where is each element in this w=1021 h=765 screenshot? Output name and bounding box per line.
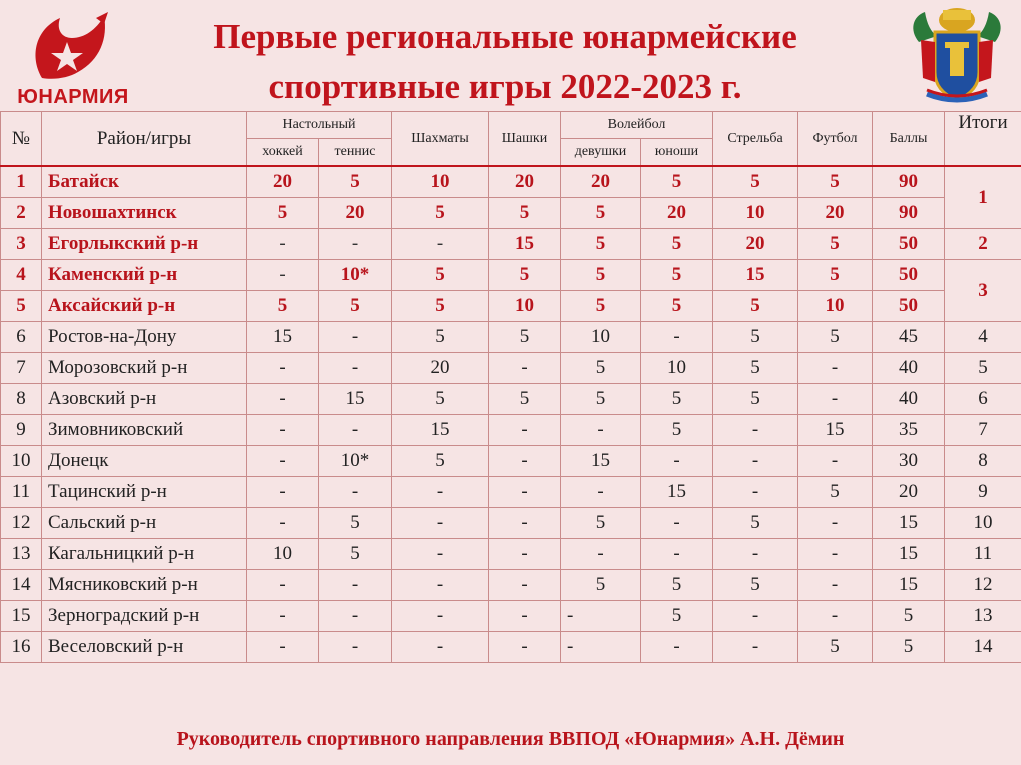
cell-shooting: - <box>713 601 798 632</box>
table-row <box>1 291 1021 322</box>
cell-shooting: 5 <box>713 166 798 198</box>
title-line-2: спортивные игры 2022-2023 г. <box>268 67 742 106</box>
cell-shooting: 5 <box>713 384 798 415</box>
cell-boys: 5 <box>641 415 713 446</box>
cell-result-place-2: 2 <box>945 229 1021 260</box>
cell-num: 8 <box>1 384 42 415</box>
cell-num: 3 <box>1 229 42 260</box>
cell-boys: 5 <box>641 229 713 260</box>
cell-points: 40 <box>873 353 945 384</box>
cell-football: 5 <box>798 322 873 353</box>
cell-girls: 5 <box>561 291 641 322</box>
sub-hockey-header: хоккей <box>247 139 319 167</box>
cell-checkers: - <box>489 353 561 384</box>
cell-boys: - <box>641 632 713 663</box>
table-row <box>1 384 1021 415</box>
cell-girls: 5 <box>561 229 641 260</box>
cell-hockey: - <box>247 446 319 477</box>
cell-num: 11 <box>1 477 42 508</box>
cell-boys: 5 <box>641 570 713 601</box>
cell-hockey: 5 <box>247 198 319 229</box>
cell-hockey: 15 <box>247 322 319 353</box>
footer-signature: Руководитель спортивного направления ВВПОД «Юнармия» А.Н. Дёмин <box>176 728 845 750</box>
cell-girls: 5 <box>561 570 641 601</box>
cell-num: 9 <box>1 415 42 446</box>
cell-boys: - <box>641 446 713 477</box>
table-row <box>1 198 1021 229</box>
cell-football: 5 <box>798 632 873 663</box>
cell-girls: - <box>561 477 641 508</box>
cell-chess: - <box>392 508 489 539</box>
col-football-header: Футбол <box>798 112 873 167</box>
col-group-volley-header: Волейбол <box>561 112 713 139</box>
cell-hockey: - <box>247 353 319 384</box>
cell-chess: - <box>392 570 489 601</box>
cell-hockey: - <box>247 508 319 539</box>
cell-girls: 5 <box>561 384 641 415</box>
cell-boys: - <box>641 539 713 570</box>
cell-district: Ростов-на-Дону <box>42 322 247 353</box>
cell-football: - <box>798 601 873 632</box>
cell-checkers: - <box>489 446 561 477</box>
table-row <box>1 477 1021 508</box>
cell-shooting: 5 <box>713 322 798 353</box>
cell-hockey: 10 <box>247 539 319 570</box>
cell-chess: 5 <box>392 198 489 229</box>
cell-points: 35 <box>873 415 945 446</box>
col-checkers-header: Шашки <box>489 112 561 167</box>
cell-num: 2 <box>1 198 42 229</box>
cell-shooting: - <box>713 477 798 508</box>
cell-shooting: 5 <box>713 353 798 384</box>
cell-result: 14 <box>945 632 1021 663</box>
cell-num: 7 <box>1 353 42 384</box>
col-result-header: Итоги <box>945 112 1021 167</box>
cell-chess: 10 <box>392 166 489 198</box>
rostov-region-coat-of-arms-icon <box>907 2 1007 106</box>
cell-district: Батайск <box>42 166 247 198</box>
cell-girls: 20 <box>561 166 641 198</box>
cell-boys: 10 <box>641 353 713 384</box>
cell-tennis: 10* <box>319 260 392 291</box>
cell-football: 5 <box>798 260 873 291</box>
cell-result: 5 <box>945 353 1021 384</box>
table-row <box>1 415 1021 446</box>
cell-girls: 5 <box>561 353 641 384</box>
cell-points: 50 <box>873 229 945 260</box>
cell-tennis: - <box>319 570 392 601</box>
cell-checkers: 20 <box>489 166 561 198</box>
table-row <box>1 260 1021 291</box>
cell-chess: - <box>392 632 489 663</box>
cell-num: 14 <box>1 570 42 601</box>
cell-num: 4 <box>1 260 42 291</box>
cell-shooting: - <box>713 632 798 663</box>
cell-football: - <box>798 539 873 570</box>
sub-girls-header: девушки <box>561 139 641 167</box>
table-row <box>1 539 1021 570</box>
yunarmiya-logo <box>12 8 132 108</box>
cell-hockey: - <box>247 260 319 291</box>
cell-num: 1 <box>1 166 42 198</box>
cell-girls: - <box>561 415 641 446</box>
cell-hockey: - <box>247 384 319 415</box>
col-shooting-header: Стрельба <box>713 112 798 167</box>
cell-points: 30 <box>873 446 945 477</box>
cell-shooting: - <box>713 539 798 570</box>
cell-checkers: - <box>489 601 561 632</box>
cell-result: 10 <box>945 508 1021 539</box>
cell-district: Сальский р-н <box>42 508 247 539</box>
cell-chess: - <box>392 477 489 508</box>
cell-football: - <box>798 508 873 539</box>
cell-num: 13 <box>1 539 42 570</box>
table-row <box>1 353 1021 384</box>
col-chess-header: Шахматы <box>392 112 489 167</box>
coat-of-arms <box>907 2 1007 106</box>
cell-points: 5 <box>873 601 945 632</box>
cell-boys: 5 <box>641 601 713 632</box>
cell-hockey: - <box>247 229 319 260</box>
cell-chess: 5 <box>392 260 489 291</box>
cell-girls: 5 <box>561 198 641 229</box>
cell-girls: - <box>561 601 641 632</box>
table-row <box>1 229 1021 260</box>
cell-football: 20 <box>798 198 873 229</box>
cell-shooting: - <box>713 446 798 477</box>
cell-shooting: 10 <box>713 198 798 229</box>
cell-points: 50 <box>873 260 945 291</box>
table-row <box>1 322 1021 353</box>
cell-district: Зерноградский р-н <box>42 601 247 632</box>
table-row <box>1 508 1021 539</box>
cell-hockey: - <box>247 570 319 601</box>
cell-checkers: - <box>489 508 561 539</box>
cell-football: 5 <box>798 166 873 198</box>
cell-boys: 5 <box>641 260 713 291</box>
cell-points: 90 <box>873 166 945 198</box>
cell-tennis: - <box>319 229 392 260</box>
cell-football: 5 <box>798 229 873 260</box>
cell-football: - <box>798 446 873 477</box>
cell-num: 6 <box>1 322 42 353</box>
cell-chess: 5 <box>392 291 489 322</box>
logo-wordmark: ЮНАРМИЯ <box>17 86 129 108</box>
cell-chess: - <box>392 229 489 260</box>
cell-checkers: - <box>489 570 561 601</box>
cell-result: 4 <box>945 322 1021 353</box>
cell-points: 50 <box>873 291 945 322</box>
cell-football: - <box>798 570 873 601</box>
cell-district: Кагальницкий р-н <box>42 539 247 570</box>
cell-girls: - <box>561 632 641 663</box>
cell-district: Тацинский р-н <box>42 477 247 508</box>
cell-num: 5 <box>1 291 42 322</box>
cell-boys: - <box>641 508 713 539</box>
cell-hockey: - <box>247 632 319 663</box>
cell-football: - <box>798 353 873 384</box>
sub-tennis-header: теннис <box>319 139 392 167</box>
cell-district: Новошахтинск <box>42 198 247 229</box>
cell-girls: - <box>561 539 641 570</box>
cell-football: 10 <box>798 291 873 322</box>
cell-girls: 5 <box>561 260 641 291</box>
cell-tennis: - <box>319 632 392 663</box>
table-row <box>1 570 1021 601</box>
cell-girls: 15 <box>561 446 641 477</box>
results-table <box>0 111 1021 663</box>
cell-result: 12 <box>945 570 1021 601</box>
cell-checkers: - <box>489 632 561 663</box>
cell-checkers: 10 <box>489 291 561 322</box>
cell-hockey: 20 <box>247 166 319 198</box>
cell-tennis: - <box>319 353 392 384</box>
cell-result: 9 <box>945 477 1021 508</box>
cell-checkers: 5 <box>489 198 561 229</box>
table-row <box>1 601 1021 632</box>
col-points-header: Баллы <box>873 112 945 167</box>
cell-chess: - <box>392 539 489 570</box>
cell-result-place-1: 1 <box>945 166 1021 229</box>
cell-shooting: 20 <box>713 229 798 260</box>
cell-result: 6 <box>945 384 1021 415</box>
cell-hockey: - <box>247 601 319 632</box>
cell-result-place-3: 3 <box>945 260 1021 322</box>
cell-district: Зимовниковский <box>42 415 247 446</box>
cell-tennis: - <box>319 322 392 353</box>
cell-boys: 15 <box>641 477 713 508</box>
cell-result: 8 <box>945 446 1021 477</box>
cell-points: 45 <box>873 322 945 353</box>
cell-tennis: 5 <box>319 508 392 539</box>
title-line-1: Первые региональные юнармейские <box>213 17 797 56</box>
cell-district: Егорлыкский р-н <box>42 229 247 260</box>
table-row <box>1 632 1021 663</box>
cell-points: 15 <box>873 570 945 601</box>
cell-girls: 10 <box>561 322 641 353</box>
cell-chess: 5 <box>392 384 489 415</box>
cell-result: 13 <box>945 601 1021 632</box>
page-title <box>150 12 860 112</box>
sub-boys-header: юноши <box>641 139 713 167</box>
table-row <box>1 446 1021 477</box>
cell-district: Аксайский р-н <box>42 291 247 322</box>
cell-district: Каменский р-н <box>42 260 247 291</box>
cell-football: 5 <box>798 477 873 508</box>
cell-district: Азовский р-н <box>42 384 247 415</box>
cell-points: 40 <box>873 384 945 415</box>
cell-tennis: 5 <box>319 166 392 198</box>
table-row <box>1 166 1021 198</box>
cell-checkers: - <box>489 539 561 570</box>
col-group-table-header: Настольный <box>247 112 392 139</box>
cell-district: Морозовский р-н <box>42 353 247 384</box>
header-row-1 <box>1 112 1021 139</box>
cell-points: 20 <box>873 477 945 508</box>
cell-football: 15 <box>798 415 873 446</box>
col-district-header: Район/игры <box>42 112 247 167</box>
cell-hockey: - <box>247 415 319 446</box>
cell-boys: 20 <box>641 198 713 229</box>
cell-chess: - <box>392 601 489 632</box>
cell-girls: 5 <box>561 508 641 539</box>
cell-district: Мясниковский р-н <box>42 570 247 601</box>
cell-boys: 5 <box>641 166 713 198</box>
cell-tennis: - <box>319 477 392 508</box>
cell-tennis: - <box>319 415 392 446</box>
cell-num: 10 <box>1 446 42 477</box>
cell-tennis: 5 <box>319 539 392 570</box>
cell-shooting: 5 <box>713 570 798 601</box>
cell-points: 15 <box>873 539 945 570</box>
cell-boys: 5 <box>641 291 713 322</box>
cell-tennis: 5 <box>319 291 392 322</box>
cell-num: 12 <box>1 508 42 539</box>
cell-checkers: - <box>489 477 561 508</box>
cell-chess: 5 <box>392 322 489 353</box>
cell-boys: 5 <box>641 384 713 415</box>
cell-tennis: - <box>319 601 392 632</box>
cell-result: 7 <box>945 415 1021 446</box>
cell-shooting: - <box>713 415 798 446</box>
cell-chess: 15 <box>392 415 489 446</box>
cell-checkers: 5 <box>489 260 561 291</box>
cell-shooting: 5 <box>713 291 798 322</box>
eagle-star-logo-icon <box>12 8 132 88</box>
cell-points: 15 <box>873 508 945 539</box>
cell-points: 90 <box>873 198 945 229</box>
cell-tennis: 10* <box>319 446 392 477</box>
cell-hockey: 5 <box>247 291 319 322</box>
cell-tennis: 20 <box>319 198 392 229</box>
cell-boys: - <box>641 322 713 353</box>
cell-hockey: - <box>247 477 319 508</box>
cell-checkers: 15 <box>489 229 561 260</box>
cell-checkers: - <box>489 415 561 446</box>
cell-shooting: 15 <box>713 260 798 291</box>
cell-football: - <box>798 384 873 415</box>
cell-num: 15 <box>1 601 42 632</box>
cell-checkers: 5 <box>489 322 561 353</box>
cell-district: Веселовский р-н <box>42 632 247 663</box>
cell-district: Донецк <box>42 446 247 477</box>
cell-checkers: 5 <box>489 384 561 415</box>
cell-chess: 20 <box>392 353 489 384</box>
cell-num: 16 <box>1 632 42 663</box>
cell-shooting: 5 <box>713 508 798 539</box>
cell-result: 11 <box>945 539 1021 570</box>
cell-points: 5 <box>873 632 945 663</box>
col-num-header: № <box>1 112 42 167</box>
cell-tennis: 15 <box>319 384 392 415</box>
cell-chess: 5 <box>392 446 489 477</box>
